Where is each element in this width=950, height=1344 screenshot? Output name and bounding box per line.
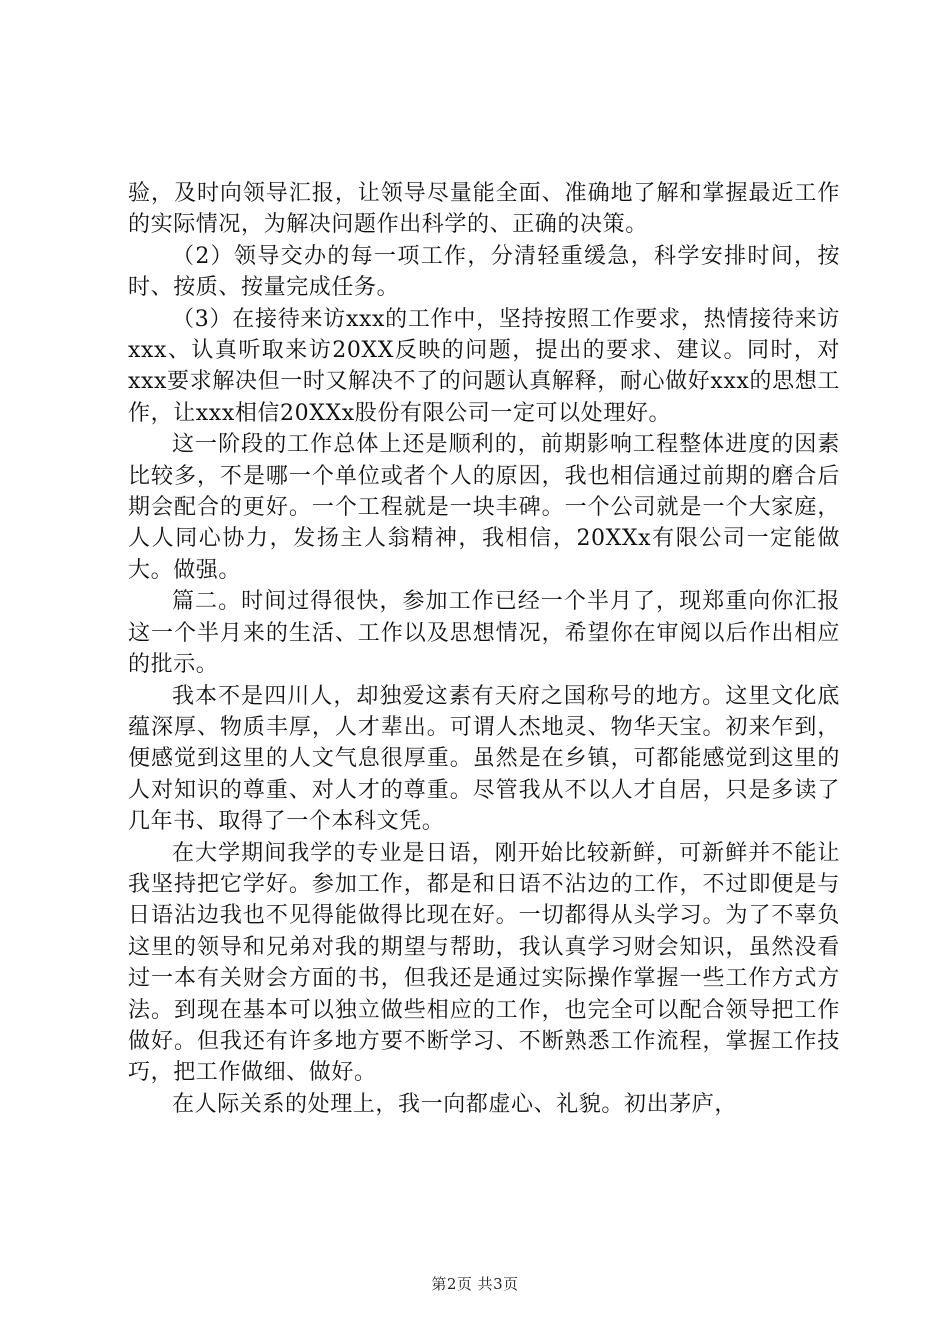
paragraph-1: 验，及时向领导汇报，让领导尽量能全面、准确地了解和掌握最近工作的实际情况，为解决问题作出科学的、正确的决策。 [128,181,840,238]
paragraph-3: （3）在接待来访xxx的工作中，坚持按照工作要求，热情接待来访xxx、认真听取来访20XX反映的问题，提出的要求、建议。同时，对xxx要求解决但一时又解决不了的问题认真解释，耐心做好xxx的思想工作，让xxx相信20XXx股份有限公司一定可以处理好。 [128,306,840,426]
paragraph-5: 篇二。时间过得很快，参加工作已经一个半月了，现郑重向你汇报这一个半月来的生活、工作以及思想情况，希望你在审阅以后作出相应的批示。 [128,589,840,678]
paragraph-2: （2）领导交办的每一项工作，分清轻重缓急，科学安排时间，按时、按质、按量完成任务。 [128,243,840,301]
paragraph-8: 在人际关系的处理上，我一向都虚心、礼貌。初出茅庐， [172,1091,738,1117]
paragraph-7: 在大学期间我学的专业是日语，刚开始比较新鲜，可新鲜并不能让我坚持把它学好。参加工作，都是和日语不沾边的工作，不过即便是与日语沾边我也不见得能做得比现在好。一切都得从头学习。为了不辜负这里的领导和兄弟对我的期望与帮助，我认真学习财会知识，虽然没看过一本有关财会方面的书，但我还是通过实际操作掌握一些工作方式方法。到现在基本可以独立做些相应的工作，也完全可以配合领导把工作做好。但我还有许多地方要不断学习、不断熟悉工作流程，掌握工作技巧，把工作做细、做好。 [128,840,840,1086]
page-footer: 第2页 共3页 [431,1275,519,1293]
paragraph-4: 这一阶段的工作总体上还是顺利的，前期影响工程整体进度的因素比较多，不是哪一个单位或者个人的原因，我也相信通过前期的磨合后期会配合的更好。一个工程就是一块丰碑。一个公司就是一个大家庭，人人同心协力，发扬主人翁精神，我相信，20XXx有限公司一定能做大。做强。 [128,432,840,583]
paragraph-6: 我本不是四川人，却独爱这素有天府之国称号的地方。这里文化底蕴深厚、物质丰厚，人才辈出。可谓人杰地灵、物华天宝。初来乍到，便感觉到这里的人文气息很厚重。虽然是在乡镇，可都能感觉到这里的人对知识的尊重、对人才的尊重。尽管我从不以人才自居，只是多读了几年书、取得了一个本科文凭。 [128,683,840,835]
document-body [128,178,840,1120]
